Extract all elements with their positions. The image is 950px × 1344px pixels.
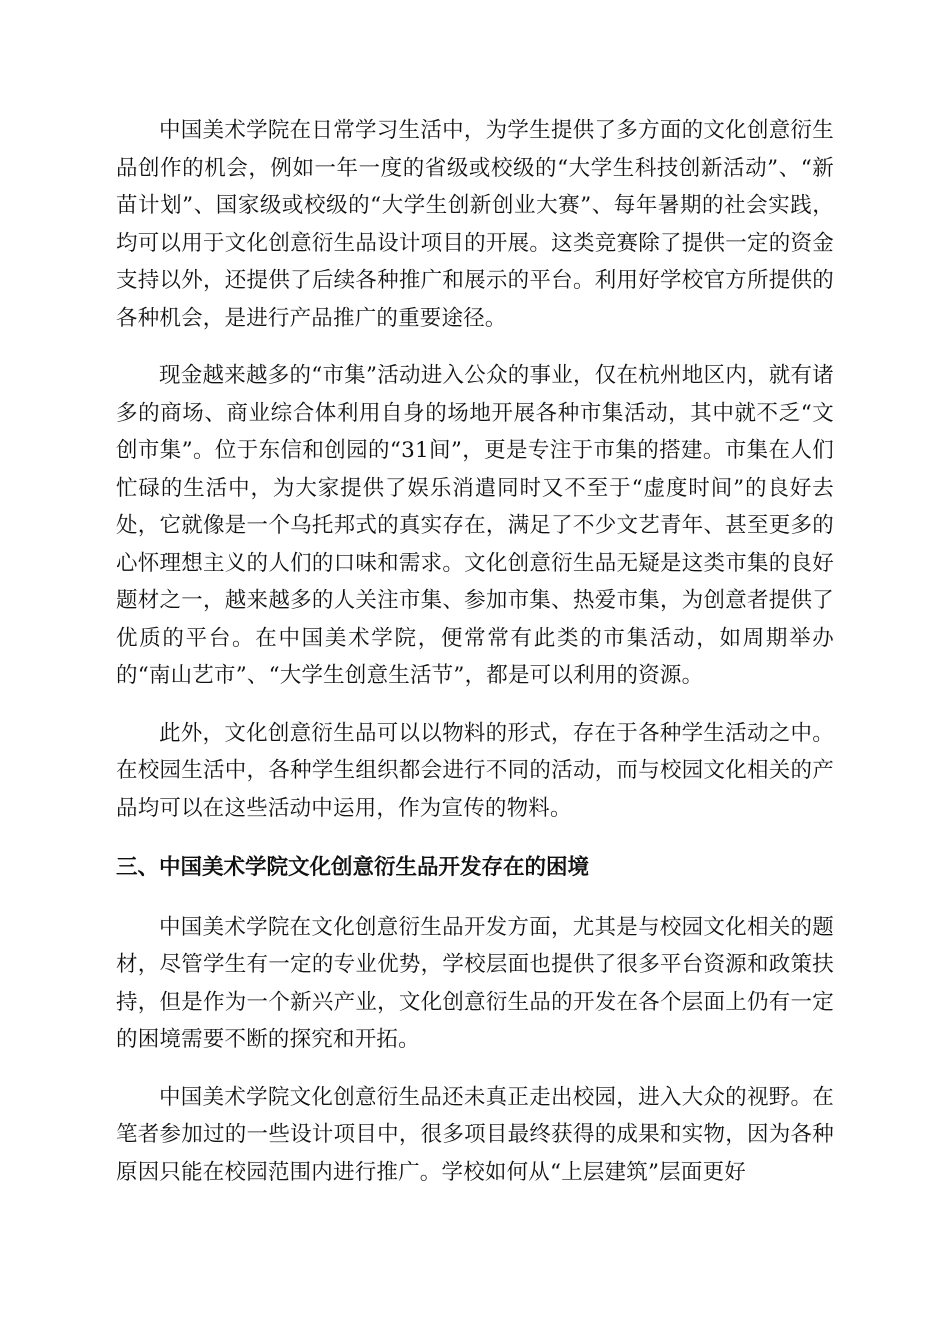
paragraph-campus-opportunities: 中国美术学院在日常学习生活中，为学生提供了多方面的文化创意衍生品创作的机会，例如一年一度的省级或校级的“大学生科技创新活动”、“新苗计划”、国家级或校级的“大学生创新创业大赛”、每年暑期的社会实践，均可以用于文化创意衍生品设计项目的开展。这类竞赛除了提供一定的资金支持以外，还提供了后续各种推广和展示的平台。利用好学校官方所提供的各种机会，是进行产品推广的重要途径。 — [116, 118, 834, 331]
paragraph-student-activities: 此外，文化创意衍生品可以以物料的形式，存在于各种学生活动之中。在校园生活中，各种学生组织都会进行不同的活动，而与校园文化相关的产品均可以在这些活动中运用，作为宣传的物料。 — [116, 720, 834, 821]
paragraph-campus-limitation: 中国美术学院文化创意衍生品还未真正走出校园，进入大众的视野。在笔者参加过的一些设计项目中，很多项目最终获得的成果和实物，因为各种原因只能在校园范围内进行推广。学校如何从“上层建筑”层面更好 — [116, 1084, 834, 1185]
paragraph-development-difficulties: 中国美术学院在文化创意衍生品开发方面，尤其是与校园文化相关的题材，尽管学生有一定的专业优势，学校层面也提供了很多平台资源和政策扶持，但是作为一个新兴产业，文化创意衍生品的开发在各个层面上仍有一定的困境需要不断的探究和开拓。 — [116, 914, 834, 1052]
paragraph-market-activities: 现金越来越多的“市集”活动进入公众的事业，仅在杭州地区内，就有诸多的商场、商业综合体利用自身的场地开展各种市集活动，其中就不乏“文创市集”。位于东信和创园的“31间”，更是专注于市集的搭建。市集在人们忙碌的生活中，为大家提供了娱乐消遣同时又不至于“虚度时间”的良好去处，它就像是一个乌托邦式的真实存在，满足了不少文艺青年、甚至更多的心怀理想主义的人们的口味和需求。文化创意衍生品无疑是这类市集的良好题材之一，越来越多的人关注市集、参加市集、热爱市集，为创意者提供了优质的平台。在中国美术学院，便常常有此类的市集活动，如周期举办的“南山艺市”、“大学生创意生活节”，都是可以利用的资源。 — [116, 363, 834, 688]
document-page — [116, 112, 834, 1191]
section-heading: 三、中国美术学院文化创意衍生品开发存在的困境 — [116, 855, 590, 880]
